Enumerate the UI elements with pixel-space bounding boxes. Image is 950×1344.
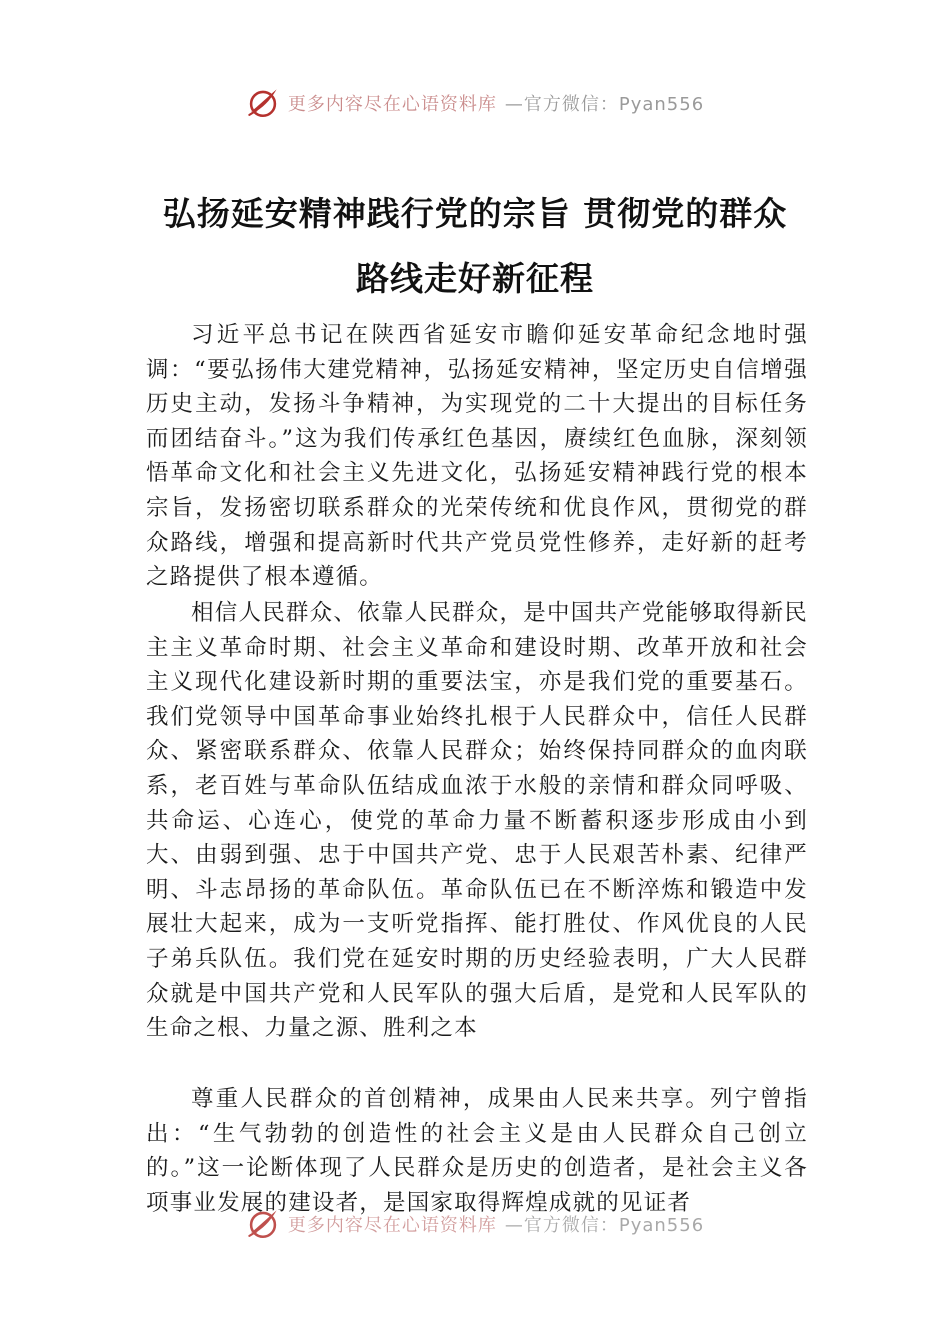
document-title-line-2: 路线走好新征程	[356, 259, 594, 298]
quill-pen-logo-icon	[246, 1207, 280, 1241]
body-paragraph-3: 尊重人民群众的首创精神，成果由人民来共享。列宁曾指出：“生气勃勃的创造性的社会主义是由人民群众自己创立的。”这一论断体现了人民群众是历史的创造者，是社会主义各项事业发展的建设者，是国家取得辉煌成就的见证者	[146, 1086, 808, 1216]
watermark-brand-text: 更多内容尽在心语资料库	[287, 94, 497, 115]
footer-watermark	[0, 1206, 950, 1242]
body-paragraph-2: 相信人民群众、依靠人民群众，是中国共产党能够取得新民主主义革命时期、社会主义革命和建设时期、改革开放和社会主义现代化建设新时期的重要法宝，亦是我们党的重要基石。我们党领导中国革命事业始终扎根于人民群众中，信任人民群众、紧密联系群众、依靠人民群众；始终保持同群众的血肉联系，老百姓与革命队伍结成血浓于水般的亲情和群众同呼吸、共命运、心连心，使党的革命力量不断蓄积逐步形成由小到大、由弱到强、忠于中国共产党、忠于人民艰苦朴素、纪律严明、斗志昂扬的革命队伍。革命队伍已在不断淬炼和锻造中发展壮大起来，成为一支听党指挥、能打胜仗、作风优良的人民子弟兵队伍。我们党在延安时期的历史经验表明，广大人民群众就是中国共产党和人民军队的强大后盾，是党和人民军队的生命之根、力量之源、胜利之本	[146, 600, 808, 1042]
watermark-brand-text: 更多内容尽在心语资料库	[287, 1215, 497, 1236]
header-watermark	[0, 84, 950, 122]
watermark-contact-text: —官方微信：Pyan556	[504, 94, 705, 115]
document-title-line-1: 弘扬延安精神践行党的宗旨 贯彻党的群众	[162, 194, 788, 233]
quill-pen-logo-icon	[246, 86, 280, 120]
body-paragraph-1: 习近平总书记在陕西省延安市瞻仰延安革命纪念地时强调：“要弘扬伟大建党精神，弘扬延安精神，坚定历史自信增强历史主动，发扬斗争精神，为实现党的二十大提出的目标任务而团结奋斗。”这为我们传承红色基因，赓续红色血脉，深刻领悟革命文化和社会主义先进文化，弘扬延安精神践行党的根本宗旨，发扬密切联系群众的光荣传统和优良作风，贯彻党的群众路线，增强和提高新时代共产党员党性修养，走好新的赶考之路提供了根本遵循。	[146, 322, 808, 591]
watermark-contact-text: —官方微信：Pyan556	[504, 1215, 705, 1236]
